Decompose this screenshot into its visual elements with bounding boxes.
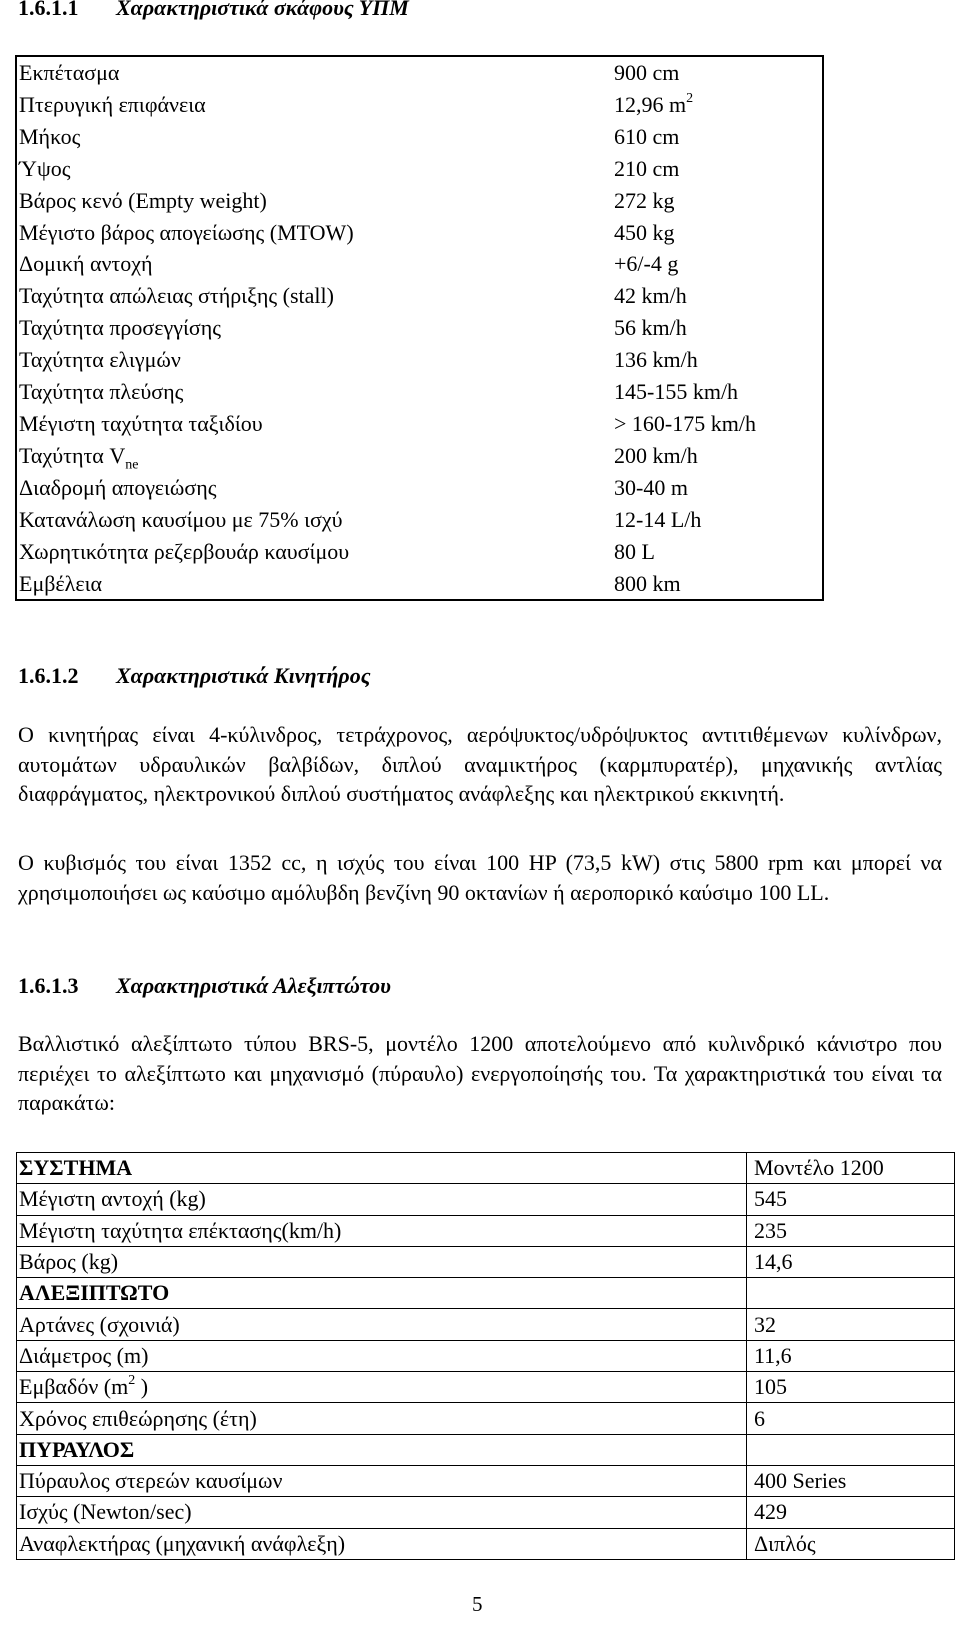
section-title: Χαρακτηριστικά Αλεξιπτώτου	[116, 973, 391, 998]
spec-value: 545	[747, 1184, 955, 1215]
table-row	[17, 1497, 955, 1528]
spec-value: 400 Series	[747, 1465, 955, 1496]
spec-value-text: 12,96 m	[614, 91, 687, 117]
spec-label: Χωρητικότητα ρεζερβουάρ καυσίμου	[19, 538, 350, 564]
spec-value: 42 km/h	[614, 283, 687, 309]
table-row	[16, 217, 823, 249]
engine-displacement-paragraph: Ο κυβισμός του είναι 1352 cc, η ισχύς του είναι 100 HP (73,5 kW) στις 5800 rpm και μπορεί να χρησιμοποιήσει ως καύσιμο αμόλυβδη βενζίνη 90 οκτανίων ή αεροπορικό καύσιμο 100 LL.	[18, 850, 942, 905]
parachute-specs-table	[16, 1152, 955, 1560]
parachute-paragraph: Βαλλιστικό αλεξίπτωτο τύπου BRS-5, μοντέλο 1200 αποτελούμενο από κυλινδρικό κάνιστρο που περιέχει το αλεξίπτωτο και μηχανισμό (πύραυλο) ενεργοποίησής του. Τα χαρακτηριστικά του είναι τα παρακάτω:	[18, 1031, 942, 1115]
spec-value: Διπλός	[747, 1528, 955, 1559]
table-row	[16, 440, 823, 472]
section-number: 1.6.1.1	[18, 0, 79, 20]
spec-value: 272 kg	[614, 187, 675, 213]
table-row	[16, 312, 823, 344]
spec-label: Ταχύτητα απώλειας στήριξης (stall)	[19, 283, 334, 309]
spec-label: Βάρος (kg)	[17, 1246, 747, 1277]
table-row	[16, 185, 823, 217]
table-row	[16, 248, 823, 280]
spec-label	[17, 1372, 747, 1403]
section-heading-parachute	[18, 973, 391, 999]
section-heading-engine	[18, 663, 371, 689]
spec-value: 800 km	[614, 570, 681, 596]
engine-paragraph: Ο κινητήρας είναι 4-κύλινδρος, τετράχρονος, αερόψυκτος/υδρόψυκτος αντιτιθέμενων κυλίνδρων, αυτομάτων υδραυλικών βαλβίδων, διπλού αναμικτήρος (καρμπυρατέρ), μηχανικής αντλίας διαφράγματος, ηλεκτρονικού διπλού συστήματος ανάφλεξης και ηλεκτρικού εκκινητή.	[18, 722, 942, 806]
spec-value: Μοντέλο 1200	[747, 1153, 955, 1184]
spec-value: 136 km/h	[614, 347, 698, 373]
table-row	[17, 1465, 955, 1496]
subscript: ne	[125, 457, 139, 473]
section-label: ΠΥΡΑΥΛΟΣ	[17, 1434, 747, 1465]
spec-value: 200 km/h	[614, 442, 698, 468]
spec-label: Μέγιστη ταχύτητα επέκτασης(km/h)	[17, 1215, 747, 1246]
spec-label: Μήκος	[19, 123, 81, 149]
table-row	[16, 536, 823, 568]
spec-label: Μέγιστη αντοχή (kg)	[17, 1184, 747, 1215]
table-row	[16, 376, 823, 408]
spec-value: > 160-175 km/h	[614, 410, 756, 436]
spec-label: Κατανάλωση καυσίμου με 75% ισχύ	[19, 506, 343, 532]
table-row	[16, 504, 823, 536]
spec-label: Βάρος κενό (Empty weight)	[19, 187, 267, 213]
spec-label: Ταχύτητα ελιγμών	[19, 347, 181, 373]
table-row	[16, 472, 823, 504]
spec-value: 12-14 L/h	[614, 506, 702, 532]
spec-value: 900 cm	[614, 60, 680, 85]
section-label: ΣΥΣΤΗΜΑ	[17, 1153, 747, 1184]
spec-label-text: Ταχύτητα V	[19, 442, 126, 468]
spec-label: Εκπέτασμα	[19, 60, 120, 85]
spec-label: Μέγιστη ταχύτητα ταξιδίου	[19, 410, 263, 436]
page-number: 5	[472, 1592, 483, 1616]
spec-label: Αρτάνες (σχοινιά)	[17, 1309, 747, 1340]
spec-value: 145-155 km/h	[614, 379, 739, 405]
spec-label: Διάμετρος (m)	[17, 1340, 747, 1371]
section-label: ΑΛΕΞΙΠΤΩΤΟ	[17, 1278, 747, 1309]
spec-label: Αναφλεκτήρας (μηχανική ανάφλεξη)	[17, 1528, 747, 1559]
superscript: 2	[128, 1372, 136, 1388]
table-row	[17, 1340, 955, 1371]
spec-value: 14,6	[747, 1246, 955, 1277]
table-row	[16, 89, 823, 121]
spec-label: Χρόνος επιθεώρησης (έτη)	[17, 1403, 747, 1434]
table-row	[17, 1403, 955, 1434]
table-row	[16, 280, 823, 312]
spec-label: Πτερυγική επιφάνεια	[19, 91, 206, 117]
spec-value: 610 cm	[614, 123, 680, 149]
table-row	[17, 1372, 955, 1403]
spec-value: 235	[747, 1215, 955, 1246]
spec-value: 210 cm	[614, 155, 680, 181]
table-row	[16, 408, 823, 440]
spec-value: 56 km/h	[614, 315, 687, 341]
spec-label: Ταχύτητα προσεγγίσης	[19, 315, 221, 341]
spec-label	[16, 440, 612, 472]
section-title: Χαρακτηριστικά Κινητήρος	[116, 663, 371, 688]
spec-value: 80 L	[614, 538, 655, 564]
table-section-row	[17, 1278, 955, 1309]
spec-label: Ύψος	[19, 155, 71, 181]
section-number: 1.6.1.3	[18, 973, 79, 998]
table-row	[16, 153, 823, 185]
spec-label: Μέγιστο βάρος απογείωσης (MTOW)	[19, 219, 354, 245]
section-title: Χαρακτηριστικά σκάφους ΥΠΜ	[116, 0, 409, 20]
table-row	[16, 121, 823, 153]
spec-label: Διαδρομή απογειώσης	[19, 474, 217, 500]
spec-label: Δομική αντοχή	[19, 251, 153, 277]
spec-value: 450 kg	[614, 219, 675, 245]
aircraft-specs-table	[15, 55, 824, 601]
spec-value: 6	[747, 1403, 955, 1434]
spec-value: 30-40 m	[614, 474, 688, 500]
spec-label: Ισχύς (Newton/sec)	[17, 1497, 747, 1528]
spec-value: +6/-4 g	[614, 251, 679, 277]
spec-value	[747, 1434, 955, 1465]
section-number: 1.6.1.2	[18, 663, 79, 688]
table-row	[17, 1528, 955, 1559]
spec-label: Πύραυλος στερεών καυσίμων	[17, 1465, 747, 1496]
table-row	[17, 1246, 955, 1277]
spec-value	[612, 89, 823, 121]
spec-value: 105	[747, 1372, 955, 1403]
spec-label: Εμβέλεια	[19, 570, 103, 596]
spec-value: 32	[747, 1309, 955, 1340]
spec-label-suffix: )	[135, 1374, 149, 1400]
table-row	[17, 1215, 955, 1246]
superscript: 2	[686, 90, 694, 106]
table-row	[16, 568, 823, 601]
spec-label: Ταχύτητα πλεύσης	[19, 379, 184, 405]
section-heading-hull	[18, 0, 409, 21]
spec-value: 11,6	[747, 1340, 955, 1371]
table-row	[16, 56, 823, 89]
table-section-row	[17, 1153, 955, 1184]
table-row	[17, 1184, 955, 1215]
table-section-row	[17, 1434, 955, 1465]
table-row	[16, 344, 823, 376]
spec-value	[747, 1278, 955, 1309]
table-row	[17, 1309, 955, 1340]
spec-value: 429	[747, 1497, 955, 1528]
spec-label-text: Εμβαδόν (m	[19, 1374, 129, 1400]
